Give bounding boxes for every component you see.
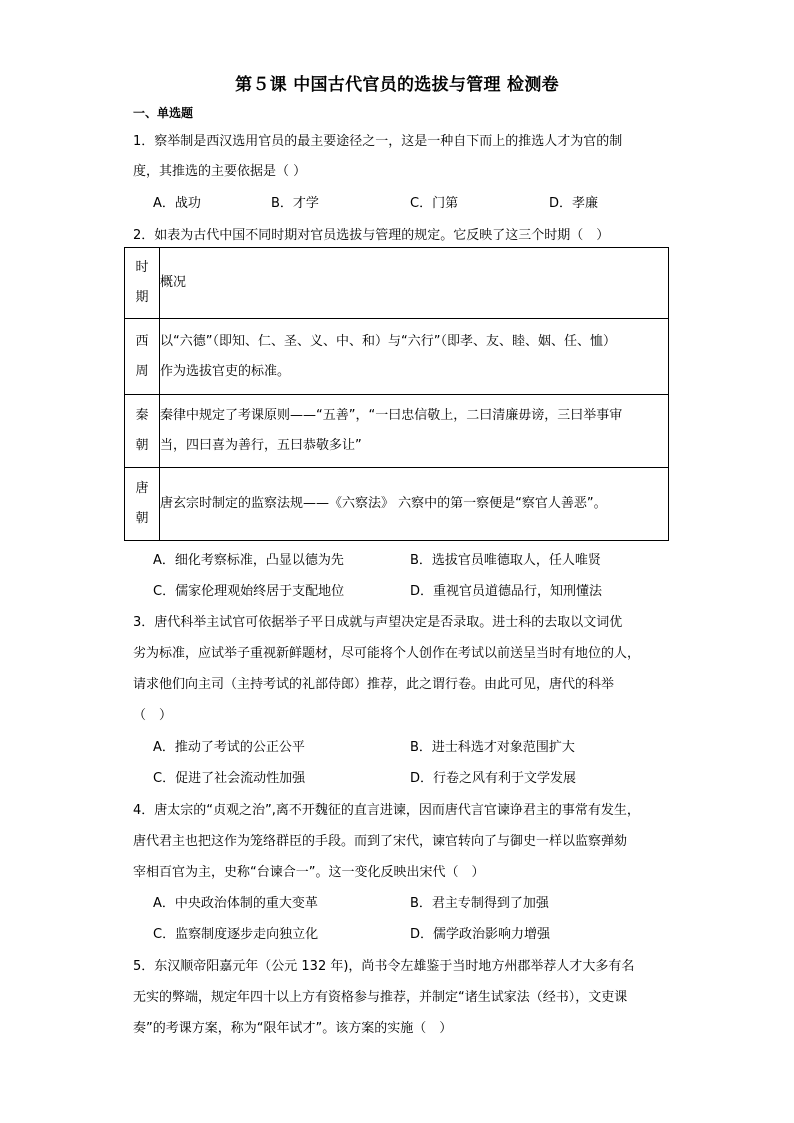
q2-table xyxy=(124,247,669,541)
section-heading: 一、单选题 xyxy=(133,106,194,120)
period-cell xyxy=(125,468,160,541)
q3-line-2: 劣为标准，应试举子重视新鲜题材，尽可能将个人创作在考试以前送呈当时有地位的人， xyxy=(133,646,641,661)
desc-line: 作为选拔官吏的标准。 xyxy=(160,363,291,379)
period-header-char: 期 xyxy=(135,290,149,305)
desc-cell xyxy=(160,395,669,468)
q4-option-d: D．儒学政治影响力增强 xyxy=(410,927,551,942)
table-row xyxy=(125,468,669,541)
period-cell xyxy=(125,319,160,395)
q5-line-3: 奏”的考课方案，称为“限年试才”。该方案的实施（ ） xyxy=(133,1021,453,1036)
desc-header-text: 概况 xyxy=(160,275,187,290)
period-char: 周 xyxy=(135,363,149,379)
desc-line: 秦律中规定了考课原则——“五善”，“一曰忠信敬上，二曰清廉毋谤，三曰举事审 xyxy=(160,408,623,423)
q1-option-a: A．战功 xyxy=(153,196,201,211)
period-char: 西 xyxy=(135,333,149,349)
period-char: 朝 xyxy=(135,438,149,453)
q1-line-1: 1．察举制是西汉选用官员的最主要途径之一，这是一种自下而上的推选人才为官的制 xyxy=(133,134,623,149)
q4-line-2: 唐代君主也把这作为笼络群臣的手段。而到了宋代，谏官转向了与御史一样以监察弹劾 xyxy=(133,834,628,849)
table-row xyxy=(125,395,669,468)
q2-option-d: D．重视官员道德品行，知刑懂法 xyxy=(410,584,603,599)
q3-line-4: （ ） xyxy=(133,708,173,723)
period-char: 朝 xyxy=(135,511,149,526)
q2-option-a: A．细化考察标准，凸显以德为先 xyxy=(153,553,344,568)
q1-option-b: B．才学 xyxy=(271,196,319,211)
desc-cell xyxy=(160,468,669,541)
q1-option-c: C．门第 xyxy=(410,196,459,211)
q5-line-2: 无实的弊端，规定年四十以上方有资格参与推荐，并制定“诸生试家法（经书），文吏课 xyxy=(133,990,628,1005)
q4-option-a: A．中央政治体制的重大变革 xyxy=(153,896,318,911)
q2-stem: 2．如表为古代中国不同时期对官员选拔与管理的规定。它反映了这三个时期（ ） xyxy=(133,228,610,243)
q3-line-3: 请求他们向主司（主持考试的礼部侍郎）推荐，此之谓行卷。由此可见，唐代的科举 xyxy=(133,677,615,692)
q3-line-1: 3．唐代科举主试官可依据举子平日成就与声望决定是否录取。进士科的去取以文词优 xyxy=(133,615,623,630)
q1-line-2: 度，其推选的主要依据是（ ） xyxy=(133,164,307,179)
desc-line: 以“六德”（即知、仁、圣、义、中、和）与“六行”（即孝、友、睦、姻、任、恤） xyxy=(160,333,616,349)
q3-option-a: A．推动了考试的公正公平 xyxy=(153,740,305,755)
period-header-cell xyxy=(125,248,160,319)
q4-line-1: 4．唐太宗的“贞观之治”,离不开魏征的直言进谏，因而唐代言官谏诤君主的事常有发生， xyxy=(133,803,640,818)
q4-option-b: B．君主专制得到了加强 xyxy=(410,896,549,911)
desc-cell xyxy=(160,319,669,395)
period-cell xyxy=(125,395,160,468)
period-char: 唐 xyxy=(135,481,149,496)
desc-line: 唐玄宗时制定的监察法规——《六察法》 六察中的第一察便是“察官人善恶”。 xyxy=(160,496,607,511)
q4-option-c: C．监察制度逐步走向独立化 xyxy=(153,927,319,942)
q4-line-3: 宰相百官为主，史称“台谏合一”。这一变化反映出宋代（ ） xyxy=(133,865,485,880)
desc-line: 当，四曰喜为善行，五曰恭敬多让” xyxy=(160,438,362,453)
desc-header-cell xyxy=(160,248,669,319)
q2-option-c: C．儒家伦理观始终居于支配地位 xyxy=(153,584,345,599)
q5-line-1: 5．东汉顺帝阳嘉元年（公元 132 年)，尚书令左雄鉴于当时地方州郡举荐人才大多有名 xyxy=(133,959,635,974)
q2-option-b: B．选拔官员唯德取人，任人唯贤 xyxy=(410,553,601,568)
q1-option-d: D．孝廉 xyxy=(549,196,599,211)
table-header-row xyxy=(125,248,669,319)
q3-option-b: B．进士科选才对象范围扩大 xyxy=(410,740,575,755)
page-title: 第５课 中国古代官员的选拔与管理 检测卷 xyxy=(235,75,559,95)
table-row xyxy=(125,319,669,395)
q3-option-d: D．行卷之风有利于文学发展 xyxy=(410,771,577,786)
period-header-char: 时 xyxy=(135,260,149,275)
q3-option-c: C．促进了社会流动性加强 xyxy=(153,771,306,786)
period-char: 秦 xyxy=(135,408,149,423)
